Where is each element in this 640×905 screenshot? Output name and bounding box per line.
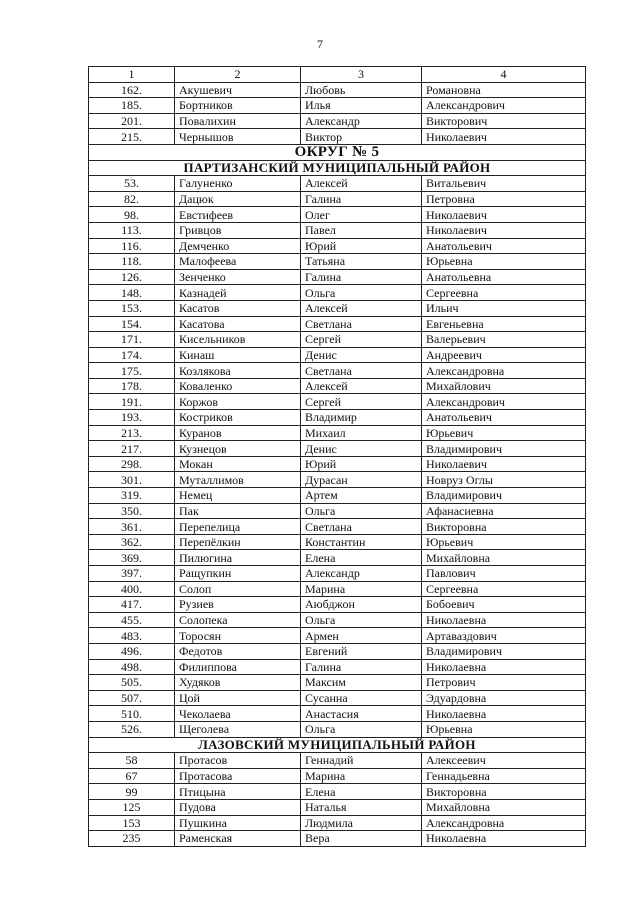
patronymic: Артаваздович [422, 628, 586, 644]
first-name: Ольга [301, 721, 422, 737]
patronymic: Викторовна [422, 784, 586, 800]
patronymic: Юрьевич [422, 534, 586, 550]
patronymic: Новруз Оглы [422, 472, 586, 488]
patronymic: Николаевна [422, 831, 586, 847]
last-name: Немец [175, 488, 301, 504]
row-number: 483. [89, 628, 175, 644]
table-row [89, 425, 586, 441]
last-name: Чеколаева [175, 706, 301, 722]
table-row [89, 269, 586, 285]
table-row [89, 534, 586, 550]
patronymic: Викторовна [422, 519, 586, 535]
last-name: Бортников [175, 98, 301, 114]
first-name: Аюбджон [301, 597, 422, 613]
roster-table [88, 66, 586, 847]
okrug-header-row [89, 144, 586, 160]
first-name: Вера [301, 831, 422, 847]
table-row [89, 597, 586, 613]
first-name: Артем [301, 488, 422, 504]
patronymic: Сергеевна [422, 581, 586, 597]
row-number: 153 [89, 815, 175, 831]
last-name: Перепелица [175, 519, 301, 535]
patronymic: Юрьевна [422, 254, 586, 270]
table-row [89, 612, 586, 628]
row-number: 215. [89, 129, 175, 145]
first-name: Людмила [301, 815, 422, 831]
table-row [89, 363, 586, 379]
row-number: 510. [89, 706, 175, 722]
roster-body [89, 67, 586, 847]
table-row [89, 176, 586, 192]
row-number: 455. [89, 612, 175, 628]
table-row [89, 721, 586, 737]
patronymic: Николаевна [422, 612, 586, 628]
row-number: 319. [89, 488, 175, 504]
last-name: Кисельников [175, 332, 301, 348]
row-number: 118. [89, 254, 175, 270]
table-row [89, 753, 586, 769]
row-number: 417. [89, 597, 175, 613]
table-row [89, 831, 586, 847]
row-number: 193. [89, 410, 175, 426]
first-name: Геннадий [301, 753, 422, 769]
patronymic: Эдуардовна [422, 690, 586, 706]
table-row [89, 394, 586, 410]
first-name: Павел [301, 222, 422, 238]
row-number: 362. [89, 534, 175, 550]
last-name: Пудова [175, 799, 301, 815]
patronymic: Ильич [422, 300, 586, 316]
last-name: Касатов [175, 300, 301, 316]
first-name: Марина [301, 581, 422, 597]
last-name: Касатова [175, 316, 301, 332]
row-number: 174. [89, 347, 175, 363]
patronymic: Анатольевич [422, 410, 586, 426]
last-name: Федотов [175, 643, 301, 659]
patronymic: Андреевич [422, 347, 586, 363]
row-number: 154. [89, 316, 175, 332]
last-name: Куранов [175, 425, 301, 441]
patronymic: Владимирович [422, 488, 586, 504]
district-title: ПАРТИЗАНСКИЙ МУНИЦИПАЛЬНЫЙ РАЙОН [89, 160, 586, 176]
patronymic: Николаевна [422, 659, 586, 675]
patronymic: Михайловна [422, 550, 586, 566]
table-row [89, 332, 586, 348]
first-name: Светлана [301, 363, 422, 379]
table-row [89, 222, 586, 238]
column-header: 1 [89, 67, 175, 83]
patronymic: Николаевич [422, 207, 586, 223]
table-row [89, 456, 586, 472]
table-row [89, 98, 586, 114]
row-number: 397. [89, 566, 175, 582]
row-number: 116. [89, 238, 175, 254]
patronymic: Романовна [422, 82, 586, 98]
first-name: Анастасия [301, 706, 422, 722]
patronymic: Александрович [422, 394, 586, 410]
patronymic: Геннадьевна [422, 768, 586, 784]
column-header: 2 [175, 67, 301, 83]
table-row [89, 768, 586, 784]
last-name: Пилюгина [175, 550, 301, 566]
row-number: 175. [89, 363, 175, 379]
patronymic: Анатольевна [422, 269, 586, 285]
district-header-row [89, 737, 586, 753]
row-number: 153. [89, 300, 175, 316]
first-name: Юрий [301, 238, 422, 254]
first-name: Галина [301, 191, 422, 207]
table-row [89, 378, 586, 394]
last-name: Галуненко [175, 176, 301, 192]
first-name: Елена [301, 784, 422, 800]
row-number: 496. [89, 643, 175, 659]
table-row [89, 690, 586, 706]
row-number: 361. [89, 519, 175, 535]
row-number: 498. [89, 659, 175, 675]
first-name: Алексей [301, 300, 422, 316]
first-name: Евгений [301, 643, 422, 659]
row-number: 201. [89, 113, 175, 129]
row-number: 369. [89, 550, 175, 566]
row-number: 98. [89, 207, 175, 223]
column-header: 3 [301, 67, 422, 83]
patronymic: Евгеньевна [422, 316, 586, 332]
row-number: 171. [89, 332, 175, 348]
patronymic: Анатольевич [422, 238, 586, 254]
district-header-row [89, 160, 586, 176]
table-row [89, 207, 586, 223]
first-name: Наталья [301, 799, 422, 815]
table-row [89, 519, 586, 535]
first-name: Алексей [301, 378, 422, 394]
table-row [89, 347, 586, 363]
first-name: Татьяна [301, 254, 422, 270]
patronymic: Юрьевич [422, 425, 586, 441]
first-name: Михаил [301, 425, 422, 441]
row-number: 350. [89, 503, 175, 519]
patronymic: Александрович [422, 98, 586, 114]
table-row [89, 441, 586, 457]
first-name: Константин [301, 534, 422, 550]
patronymic: Павлович [422, 566, 586, 582]
table-row [89, 238, 586, 254]
table-row [89, 285, 586, 301]
patronymic: Витальевич [422, 176, 586, 192]
table-row [89, 254, 586, 270]
row-number: 505. [89, 675, 175, 691]
first-name: Марина [301, 768, 422, 784]
table-row [89, 659, 586, 675]
row-number: 113. [89, 222, 175, 238]
last-name: Пушкина [175, 815, 301, 831]
row-number: 507. [89, 690, 175, 706]
first-name: Сергей [301, 394, 422, 410]
patronymic: Бобоевич [422, 597, 586, 613]
table-row [89, 503, 586, 519]
last-name: Коваленко [175, 378, 301, 394]
patronymic: Петрович [422, 675, 586, 691]
patronymic: Викторович [422, 113, 586, 129]
last-name: Кинаш [175, 347, 301, 363]
last-name: Акушевич [175, 82, 301, 98]
last-name: Гривцов [175, 222, 301, 238]
row-number: 67 [89, 768, 175, 784]
table-row [89, 550, 586, 566]
patronymic: Николаевич [422, 129, 586, 145]
row-number: 82. [89, 191, 175, 207]
table-row [89, 129, 586, 145]
last-name: Казнадей [175, 285, 301, 301]
patronymic: Михайловна [422, 799, 586, 815]
okrug-title: ОКРУГ № 5 [89, 144, 586, 160]
patronymic: Валерьевич [422, 332, 586, 348]
row-number: 217. [89, 441, 175, 457]
first-name: Дурасан [301, 472, 422, 488]
table-row [89, 410, 586, 426]
first-name: Армен [301, 628, 422, 644]
table-row [89, 815, 586, 831]
table-row [89, 581, 586, 597]
table-row [89, 566, 586, 582]
row-number: 125 [89, 799, 175, 815]
page-number: 7 [317, 37, 323, 51]
row-number: 298. [89, 456, 175, 472]
table-row [89, 643, 586, 659]
first-name: Сергей [301, 332, 422, 348]
first-name: Галина [301, 269, 422, 285]
first-name: Александр [301, 566, 422, 582]
last-name: Повалихин [175, 113, 301, 129]
last-name: Солоп [175, 581, 301, 597]
last-name: Коржов [175, 394, 301, 410]
last-name: Костриков [175, 410, 301, 426]
table-row [89, 488, 586, 504]
row-number: 301. [89, 472, 175, 488]
last-name: Протасова [175, 768, 301, 784]
row-number: 126. [89, 269, 175, 285]
last-name: Кузнецов [175, 441, 301, 457]
row-number: 526. [89, 721, 175, 737]
last-name: Мокан [175, 456, 301, 472]
table-row [89, 472, 586, 488]
last-name: Чернышов [175, 129, 301, 145]
patronymic: Юрьевна [422, 721, 586, 737]
first-name: Алексей [301, 176, 422, 192]
row-number: 178. [89, 378, 175, 394]
patronymic: Афанасиевна [422, 503, 586, 519]
table-row [89, 784, 586, 800]
first-name: Максим [301, 675, 422, 691]
patronymic: Николаевич [422, 222, 586, 238]
last-name: Ращупкин [175, 566, 301, 582]
patronymic: Петровна [422, 191, 586, 207]
first-name: Ольга [301, 285, 422, 301]
row-number: 400. [89, 581, 175, 597]
district-title: ЛАЗОВСКИЙ МУНИЦИПАЛЬНЫЙ РАЙОН [89, 737, 586, 753]
row-number: 191. [89, 394, 175, 410]
table-row [89, 82, 586, 98]
last-name: Демченко [175, 238, 301, 254]
first-name: Владимир [301, 410, 422, 426]
table-row [89, 675, 586, 691]
table-row [89, 113, 586, 129]
first-name: Галина [301, 659, 422, 675]
table-row [89, 799, 586, 815]
last-name: Козлякова [175, 363, 301, 379]
last-name: Малофеева [175, 254, 301, 270]
table-row [89, 706, 586, 722]
first-name: Олег [301, 207, 422, 223]
first-name: Ольга [301, 612, 422, 628]
patronymic: Николаевич [422, 456, 586, 472]
last-name: Муталлимов [175, 472, 301, 488]
last-name: Цой [175, 690, 301, 706]
table-row [89, 300, 586, 316]
last-name: Птицына [175, 784, 301, 800]
last-name: Филиппова [175, 659, 301, 675]
last-name: Раменская [175, 831, 301, 847]
last-name: Торосян [175, 628, 301, 644]
first-name: Светлана [301, 316, 422, 332]
first-name: Виктор [301, 129, 422, 145]
row-number: 235 [89, 831, 175, 847]
first-name: Илья [301, 98, 422, 114]
last-name: Дацюк [175, 191, 301, 207]
patronymic: Алексеевич [422, 753, 586, 769]
last-name: Перепёлкин [175, 534, 301, 550]
row-number: 53. [89, 176, 175, 192]
row-number: 58 [89, 753, 175, 769]
first-name: Ольга [301, 503, 422, 519]
patronymic: Михайлович [422, 378, 586, 394]
first-name: Юрий [301, 456, 422, 472]
patronymic: Николаевна [422, 706, 586, 722]
last-name: Протасов [175, 753, 301, 769]
first-name: Любовь [301, 82, 422, 98]
last-name: Щеголева [175, 721, 301, 737]
first-name: Елена [301, 550, 422, 566]
table-row [89, 191, 586, 207]
row-number: 185. [89, 98, 175, 114]
last-name: Солопека [175, 612, 301, 628]
column-header-row [89, 67, 586, 83]
last-name: Зенченко [175, 269, 301, 285]
table-row [89, 316, 586, 332]
row-number: 148. [89, 285, 175, 301]
table-row [89, 628, 586, 644]
first-name: Сусанна [301, 690, 422, 706]
first-name: Светлана [301, 519, 422, 535]
row-number: 213. [89, 425, 175, 441]
patronymic: Владимирович [422, 441, 586, 457]
last-name: Худяков [175, 675, 301, 691]
last-name: Рузиев [175, 597, 301, 613]
patronymic: Сергеевна [422, 285, 586, 301]
row-number: 162. [89, 82, 175, 98]
row-number: 99 [89, 784, 175, 800]
first-name: Денис [301, 347, 422, 363]
first-name: Александр [301, 113, 422, 129]
last-name: Евстифеев [175, 207, 301, 223]
first-name: Денис [301, 441, 422, 457]
patronymic: Владимирович [422, 643, 586, 659]
patronymic: Александровна [422, 363, 586, 379]
last-name: Пак [175, 503, 301, 519]
column-header: 4 [422, 67, 586, 83]
patronymic: Александровна [422, 815, 586, 831]
